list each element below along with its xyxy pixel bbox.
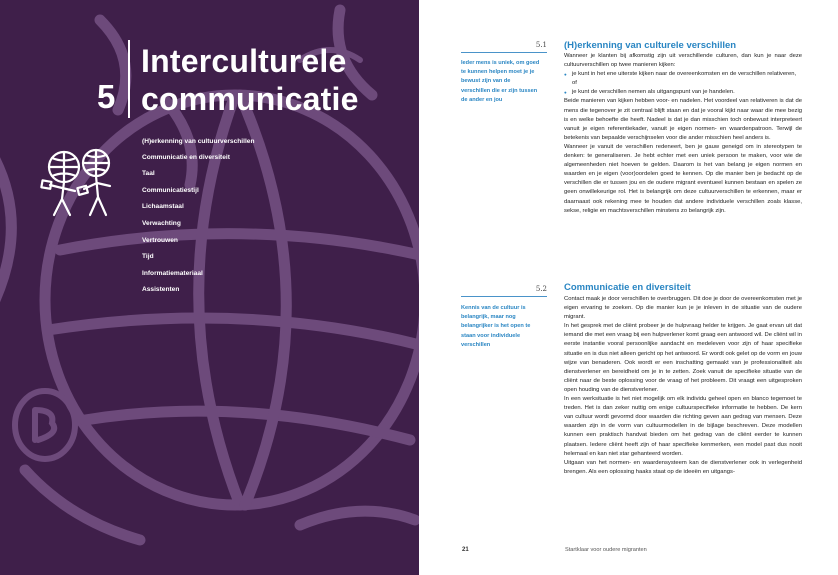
toc-item[interactable]: Lichaamstaal [142, 203, 184, 211]
body-paragraph: Beide manieren van kijken hebben voor- en nadelen. Het voordeel van relativeren is dat de mens die tegenover je zit centraal blijft staan en dat je vooral kijkt naar waar die mee bezig is en welke behoefte die heeft. Nadeel is dat je dan misschien toch onbewust interpreteert vanuit je eigen referentiekader, vanuit je eigen normen- en waardenpatroon. Terwijl de betekenis van bepaalde verschijnselen voor die ander misschien heel anders is. [564, 98, 802, 141]
section-sidenote: Kennis van de cultuur is belangrijk, maar nog belangrijker is het open te staan voor individuele verschillen [461, 305, 531, 348]
toc-item[interactable]: Vertrouwen [142, 236, 178, 244]
toc-item[interactable]: Tijd [142, 253, 154, 261]
toc-item[interactable]: (H)erkenning van cultuurverschillen [142, 138, 255, 145]
section-title: (H)erkenning van culturele verschillen [564, 40, 737, 51]
toc-item[interactable]: Communicatie en diversiteit [142, 153, 230, 161]
toc-item[interactable]: Assistenten [142, 286, 180, 294]
page-number: 21 [462, 547, 469, 553]
body-paragraph: Wanneer je vanuit de verschillen redeneert, ben je gauw geneigd om in stereotypen te denken: te generaliseren. Je hebt echter met een uniek persoon te maken, voor wie de algemeenheden niet hoeven te gelden. Daarom is het van belang je eigen normen en waarden en je eigen (voor)oordelen goed te kennen. Op die manier ben je bedacht op de verschillen die er tussen jou en de oudere migrant eventueel kunnen bestaan en spelen ze geen onwillekeurige rol. Het is belangrijk om deze cultuurverschillen te erkennen, maar er daarnaast ook rekening mee te houden dat andere individuele verschillen zoals klasse, sekse, religie en machtsverschillen minstens zo belangrijk zijn. [564, 143, 802, 214]
bullet-item: ● je kunt de verschillen nemen als uitgangspunt van je handelen. [564, 88, 802, 97]
toc-item[interactable]: Taal [142, 170, 155, 178]
body-paragraph: Contact maak je door verschillen te overbruggen. Dit doe je door de overeenkomsten met je eigen ervaring te zoeken. Op die manier kun je je inleven in de situatie van de oudere migrant. [564, 296, 802, 321]
section-body [564, 52, 802, 216]
body-paragraph: Uitgaan van het normen- en waardensysteem kan de dienstverlener ook in verlegenheid brengen. Als een oplossing haaks staat op de ideeën en uitgangs- [564, 459, 802, 475]
section-number: 5.2 [535, 285, 547, 293]
globe-characters-logo-icon [40, 143, 120, 223]
bullet-list [564, 70, 802, 97]
section-title: Communicatie en diversiteit [564, 282, 691, 293]
chapter-number: 5 [97, 78, 116, 115]
text-page [419, 0, 838, 575]
body-paragraph: In het gesprek met de cliënt probeer je de hulpvraag helder te krijgen. Je gaat ervan uit dat iemand die met een vraag bij een hulpverlener komt graag een antwoord wil. De cliënt wil in eerste instantie vooral persoonlijke aandacht en medeleven voor zijn of haar specifieke situatie en is dus niet alleen gericht op het antwoord. Er wordt ook gelet op de vorm en jouw wijze van benaderen. Ook wordt er een inschatting gemaakt van je professionaliteit als dienstverlener en bereidheid om je in te zetten. Zoek vanuit de specifieke situatie van de cliënt naar de beste oplossing voor de vraag of het probleem. Dit vraagt een uitgesproken open houding van de dienstverlener. [564, 323, 802, 393]
chapter-title-line-1: Interculturele [141, 43, 347, 79]
chapter-title [141, 42, 359, 118]
running-title: Startklaar voor oudere migranten [565, 547, 647, 553]
toc-item[interactable]: Communicatiestijl [142, 186, 199, 194]
bullet-item: ● je kunt in het ene uiterste kijken naar de overeenkomsten en de verschillen relativeren, of [564, 70, 802, 88]
chapter-contents-list [142, 138, 255, 303]
chapter-title-line-2: communicatie [141, 81, 359, 117]
chapter-divider-rule [128, 40, 130, 118]
section-rule [461, 296, 547, 297]
section-sidenote: Ieder mens is uniek, om goed te kunnen helpen moet je je bewust zijn van de verschillen die er zijn tussen de ander en jou [461, 60, 540, 103]
section-number: 5.1 [535, 41, 547, 49]
body-paragraph: In een werksituatie is het niet mogelijk om elk individu geheel open en blanco tegemoet te treden. Het is dan zeker nuttig om enige cultuurspecifieke informatie te hebben. De kern van cultuur wordt gevormd door waarden die richting geven aan gedrag van mensen. Deze waarden zijn in de vorm van cultuurmodellen in de bijlage beschreven. Deze modellen kunnen een praktisch handvat bieden om het gedrag van de cliënt eerder te kunnen plaatsen. Iedere cliënt heeft zijn of haar specifieke kenmerken, een model past dus nooit helemaal en kan niet star gehanteerd worden. [564, 396, 802, 457]
section-body [564, 295, 802, 477]
body-paragraph: Wanneer je klanten bij afkomstig zijn uit verschillende culturen, dan kun je naar deze cultuurverschillen op twee manieren kijken: [564, 53, 802, 69]
toc-item[interactable]: Informatiemateriaal [142, 269, 203, 277]
toc-item[interactable]: Verwachting [142, 219, 181, 227]
section-rule [461, 52, 547, 53]
